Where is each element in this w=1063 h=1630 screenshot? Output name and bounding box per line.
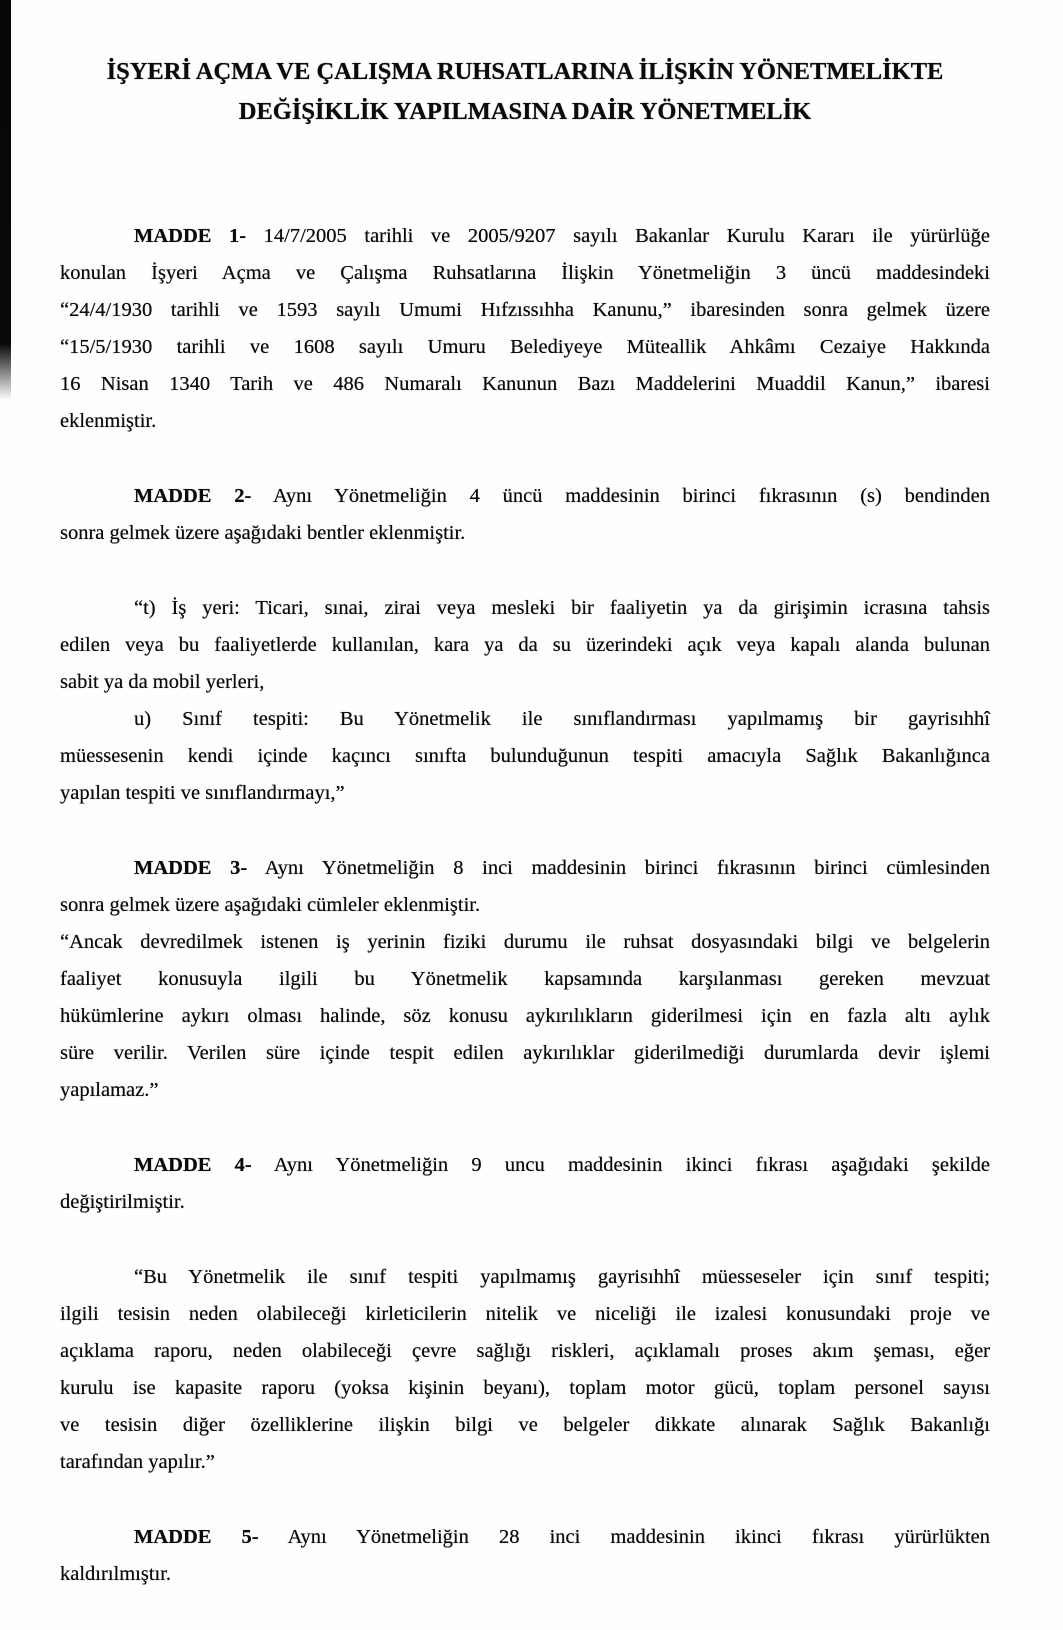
document-line	[60, 738, 990, 775]
document-line	[60, 627, 990, 664]
line-text: u) Sınıf tespiti: Bu Yönetmelik ile sınıflandırması yapılmamış bir gayrisıhhî	[134, 708, 990, 730]
madde-label: MADDE 1-	[134, 225, 247, 247]
document-line	[60, 1184, 990, 1221]
document-line	[60, 1407, 990, 1444]
document-line	[60, 1296, 990, 1333]
document-line	[60, 850, 990, 887]
line-text: ve tesisin diğer özelliklerine ilişkin bilgi ve belgeler dikkate alınarak Sağlık Bakanlığı	[60, 1414, 990, 1436]
line-text: Aynı Yönetmeliğin 9 uncu maddesinin ikinci fıkrası aşağıdaki şekilde	[251, 1154, 990, 1176]
line-text: kurulu ise kapasite raporu (yoksa kişinin beyanı), toplam motor gücü, toplam personel sayısı	[60, 1377, 990, 1399]
document-line	[60, 1072, 990, 1109]
document-line	[60, 1333, 990, 1370]
document-line	[60, 998, 990, 1035]
line-text: kaldırılmıştır.	[60, 1563, 172, 1585]
document-line	[60, 1259, 990, 1296]
line-text: “t) İş yeri: Ticari, sınai, zirai veya mesleki bir faaliyetin ya da girişimin icrasına tahsis	[134, 597, 990, 619]
document-body	[60, 218, 990, 1593]
line-text: Aynı Yönetmeliğin 8 inci maddesinin birinci fıkrasının birinci cümlesinden	[247, 857, 990, 879]
title-line-2: DEĞİŞİKLİK YAPILMASINA DAİR YÖNETMELİK	[238, 98, 812, 125]
line-text: ilgili tesisin neden olabileceği kirleticilerin nitelik ve niceliği ile izalesi konusundaki proje ve	[60, 1303, 990, 1325]
line-text: müessesenin kendi içinde kaçıncı sınıfta bulunduğunun tespiti amacıyla Sağlık Bakanlığınca	[60, 745, 990, 767]
document-line	[60, 961, 990, 998]
line-text: Aynı Yönetmeliğin 4 üncü maddesinin birinci fıkrasının (s) bendinden	[251, 485, 990, 507]
madde-label: MADDE 4-	[134, 1154, 252, 1176]
line-text: hükümlerine aykırı olması halinde, söz konusu aykırılıkların giderilmesi için en fazla altı aylık	[60, 1005, 990, 1027]
document-line	[60, 329, 990, 366]
line-text: 14/7/2005 tarihli ve 2005/9207 sayılı Bakanlar Kurulu Kararı ile yürürlüğe	[246, 225, 990, 247]
bent-t	[60, 590, 990, 701]
fikra-ancak	[60, 924, 990, 1109]
document-line	[60, 255, 990, 292]
document-line	[60, 1035, 990, 1072]
line-text: sabit ya da mobil yerleri,	[60, 671, 265, 693]
line-text: tarafından yapılır.”	[60, 1451, 215, 1473]
document-line	[60, 924, 990, 961]
madde-1	[60, 218, 990, 440]
madde-5	[60, 1519, 990, 1593]
madde-label: MADDE 3-	[134, 857, 248, 879]
line-text: sonra gelmek üzere aşağıdaki bentler eklenmiştir.	[60, 522, 466, 544]
document-line	[60, 478, 990, 515]
line-text: “Ancak devredilmek istenen iş yerinin fiziki durumu ile ruhsat dosyasındaki bilgi ve belgelerin	[60, 931, 990, 953]
document-line	[60, 1444, 990, 1481]
line-text: Aynı Yönetmeliğin 28 inci maddesinin ikinci fıkrası yürürlükten	[258, 1526, 990, 1548]
title-line-1: İŞYERİ AÇMA VE ÇALIŞMA RUHSATLARINA İLİŞKİN YÖNETMELİKTE	[106, 58, 944, 85]
line-text: değiştirilmiştir.	[60, 1191, 185, 1213]
document-line	[60, 1147, 990, 1184]
document-line	[60, 403, 990, 440]
madde-label: MADDE 2-	[134, 485, 252, 507]
document-line	[60, 887, 990, 924]
line-text: edilen veya bu faaliyetlerde kullanılan, kara ya da su üzerindeki açık veya kapalı alanda bulunan	[60, 634, 990, 656]
fikra-bu	[60, 1259, 990, 1481]
document-title	[60, 0, 990, 132]
line-text: yapılamaz.”	[60, 1079, 159, 1101]
bent-u	[60, 701, 990, 812]
madde-3	[60, 850, 990, 924]
madde-2	[60, 478, 990, 552]
line-text: faaliyet konusuyla ilgili bu Yönetmelik kapsamında karşılanması gereken mevzuat	[60, 968, 990, 990]
line-text: eklenmiştir.	[60, 410, 157, 432]
madde-label: MADDE 5-	[134, 1526, 259, 1548]
document-line	[60, 664, 990, 701]
document-line	[60, 1556, 990, 1593]
document-line	[60, 701, 990, 738]
document-line	[60, 1519, 990, 1556]
line-text: “24/4/1930 tarihli ve 1593 sayılı Umumi Hıfzıssıhha Kanunu,” ibaresinden sonra gelmek üzere	[60, 299, 990, 321]
document-line	[60, 366, 990, 403]
document-line	[60, 1370, 990, 1407]
line-text: “Bu Yönetmelik ile sınıf tespiti yapılmamış gayrisıhhî müesseseler için sınıf tespiti;	[134, 1266, 990, 1288]
document-line	[60, 590, 990, 627]
scan-edge-artifact	[0, 0, 11, 400]
line-text: sonra gelmek üzere aşağıdaki cümleler eklenmiştir.	[60, 894, 481, 916]
document-line	[60, 775, 990, 812]
line-text: süre verilir. Verilen süre içinde tespit edilen aykırılıklar giderilmediği durumlarda devir işlemi	[60, 1042, 990, 1064]
document-line	[60, 292, 990, 329]
line-text: yapılan tespiti ve sınıflandırmayı,”	[60, 782, 345, 804]
line-text: konulan İşyeri Açma ve Çalışma Ruhsatlarına İlişkin Yönetmeliğin 3 üncü maddesindeki	[60, 262, 990, 284]
line-text: 16 Nisan 1340 Tarih ve 486 Numaralı Kanunun Bazı Maddelerini Muaddil Kanun,” ibaresi	[60, 373, 990, 395]
document-line	[60, 515, 990, 552]
madde-4	[60, 1147, 990, 1221]
line-text: “15/5/1930 tarihli ve 1608 sayılı Umuru Belediyeye Müteallik Ahkâmı Cezaiye Hakkında	[60, 336, 990, 358]
line-text: açıklama raporu, neden olabileceği çevre sağlığı riskleri, açıklamalı proses akım şeması, eğer	[60, 1340, 990, 1362]
document-line	[60, 218, 990, 255]
